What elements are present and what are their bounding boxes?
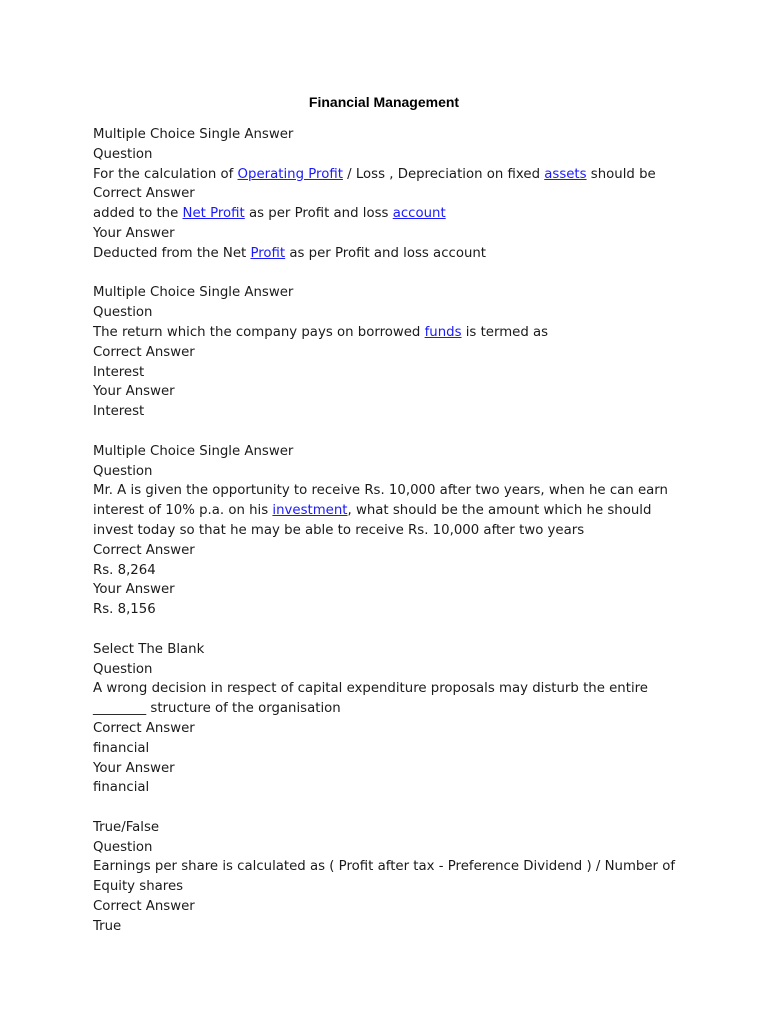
correct-answer-label: Correct Answer <box>93 344 195 360</box>
text-segment: as per Profit and loss <box>244 206 393 222</box>
inline-link[interactable]: investment <box>272 503 348 519</box>
text-segment: financial <box>93 780 150 796</box>
text-segment: The return which the company pays on borrowed <box>93 324 425 340</box>
question-block <box>93 125 683 264</box>
text-segment: For the calculation of <box>93 166 238 182</box>
inline-link[interactable]: assets <box>544 166 587 182</box>
question-label: Question <box>93 839 153 855</box>
text-segment: added to the <box>93 206 183 222</box>
question-text <box>93 679 683 719</box>
text-segment: Deducted from the Net <box>93 245 251 261</box>
correct-answer-text <box>93 204 683 224</box>
inline-link[interactable]: Net Profit <box>182 206 245 222</box>
your-answer-label: Your Answer <box>93 384 175 400</box>
text-segment: Mr. A is given the opportunity to receive Rs. 10,000 after two years, when he can earn interest of 10% p.a. on his <box>93 483 668 519</box>
question-type: True/False <box>93 819 160 835</box>
question-text <box>93 481 683 540</box>
question-list <box>93 125 683 937</box>
correct-answer-text <box>93 561 683 581</box>
question-block <box>93 442 683 620</box>
question-type: Multiple Choice Single Answer <box>93 443 294 459</box>
inline-link[interactable]: account <box>392 206 446 222</box>
question-type: Select The Blank <box>93 641 205 657</box>
your-answer-text <box>93 600 683 620</box>
text-segment: is termed as <box>461 324 549 340</box>
text-segment: Earnings per share is calculated as ( Profit after tax - Preference Dividend ) / Number of Equity shares <box>93 859 676 895</box>
correct-answer-label: Correct Answer <box>93 899 195 915</box>
question-block <box>93 283 683 422</box>
text-segment: Interest <box>93 364 145 380</box>
your-answer-label: Your Answer <box>93 760 175 776</box>
question-block <box>93 818 683 937</box>
text-segment: Interest <box>93 404 145 420</box>
page-title: Financial Management <box>308 94 460 110</box>
text-segment: Rs. 8,156 <box>93 602 156 618</box>
inline-link[interactable]: Profit <box>250 245 286 261</box>
correct-answer-label: Correct Answer <box>93 542 195 558</box>
your-answer-text <box>93 778 683 798</box>
correct-answer-label: Correct Answer <box>93 186 195 202</box>
correct-answer-text <box>93 739 683 759</box>
text-segment: financial <box>93 740 150 756</box>
question-text <box>93 857 683 897</box>
question-label: Question <box>93 305 153 321</box>
question-text <box>93 165 683 185</box>
text-segment: as per Profit and loss account <box>285 245 487 261</box>
your-answer-label: Your Answer <box>93 225 175 241</box>
correct-answer-label: Correct Answer <box>93 720 195 736</box>
question-label: Question <box>93 146 153 162</box>
correct-answer-text <box>93 917 683 937</box>
inline-link[interactable]: funds <box>424 324 462 340</box>
question-label: Question <box>93 661 153 677</box>
your-answer-text <box>93 402 683 422</box>
question-block <box>93 640 683 798</box>
text-segment: True <box>93 918 122 934</box>
your-answer-label: Your Answer <box>93 582 175 598</box>
text-segment: should be <box>586 166 656 182</box>
correct-answer-text <box>93 363 683 383</box>
question-text <box>93 323 683 343</box>
text-segment: Rs. 8,264 <box>93 562 156 578</box>
text-segment: / Loss , Depreciation on fixed <box>342 166 545 182</box>
question-type: Multiple Choice Single Answer <box>93 127 294 142</box>
your-answer-text <box>93 244 683 264</box>
question-label: Question <box>93 463 153 479</box>
inline-link[interactable]: Operating Profit <box>237 166 343 182</box>
question-type: Multiple Choice Single Answer <box>93 285 294 301</box>
text-segment: , what should be the amount which he should invest today so that he may be able to receive Rs. 10,000 after two years <box>93 503 652 538</box>
text-segment: A wrong decision in respect of capital expenditure proposals may disturb the entire ________ structure of the organisation <box>93 681 648 717</box>
